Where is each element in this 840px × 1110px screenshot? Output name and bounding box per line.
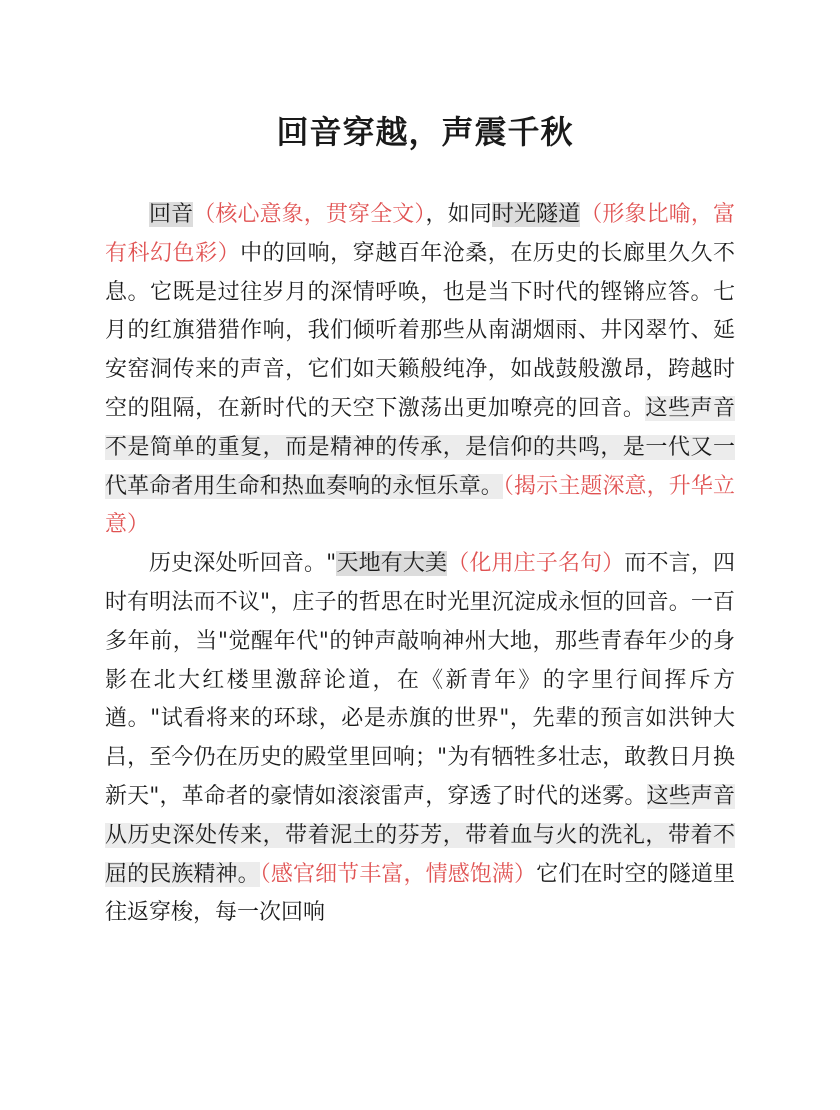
highlighted-sentence: 这些声音从历史深处传来，带着泥土的芬芳，带着血与火的洗礼，带着不屈的民族精神。 bbox=[105, 783, 735, 887]
body-text-segment: 它们在时空的隧道里往返穿梭，每一次回响 bbox=[105, 861, 735, 926]
annotation-note: （形象比喻，富有科幻色彩） bbox=[105, 202, 735, 266]
highlighted-sentence: 这些声音不是简单的重复，而是精神的传承，是信仰的共鸣，是一代又一代革命者用生命和热血奏响的永恒乐章。 bbox=[105, 395, 735, 499]
document-body bbox=[105, 196, 735, 933]
highlighted-term: 回音 bbox=[149, 202, 194, 227]
body-text-segment: 而不言，四时有明法而不议"，庄子的哲思在时光里沉淀成永恒的回音。一百多年前，当"觉醒年代"的钟声敲响神州大地，那些青春年少的身影在北大红楼里激辞论道，在《新青年》的字里行间挥斥方遒。"试看将来的环球，必是赤旗的世界"，先辈的预言如洪钟大吕，至今仍在历史的殿堂里回响；"为有牺牲多壮志，敢教日月换新天"，革命者的豪情如滚滚雷声，穿透了时代的迷雾。 bbox=[105, 551, 735, 809]
body-text-segment: 历史深处听回音。" bbox=[149, 551, 337, 577]
paragraph-1 bbox=[105, 196, 735, 545]
highlighted-term: 天地有大美 bbox=[336, 551, 448, 577]
document-title: 回音穿越，声震千秋 bbox=[276, 113, 574, 151]
highlighted-term: 时光隧道 bbox=[491, 202, 581, 227]
body-text-segment: 中的回响，穿越百年沧桑，在历史的长廊里久久不息。它既是过往岁月的深情呼唤，也是当下时代的铿锵应答。七月的红旗猎猎作响，我们倾听着那些从南湖烟雨、井冈翠竹、延安窑洞传来的声音，它们如天籁般纯净，如战鼓般激昂，跨越时空的阻隔，在新时代的天空下激荡出更加嘹亮的回音。 bbox=[105, 240, 735, 421]
annotation-note: （揭示主题深意，升华立意） bbox=[105, 473, 735, 538]
annotation-note: （核心意象，贯穿全文） bbox=[193, 202, 426, 227]
annotation-note: （感官细节丰富，情感饱满） bbox=[259, 861, 537, 887]
paragraph-2 bbox=[105, 545, 735, 933]
annotation-note: （化用庄子名句） bbox=[447, 551, 625, 577]
body-text-segment: ，如同 bbox=[425, 202, 492, 227]
